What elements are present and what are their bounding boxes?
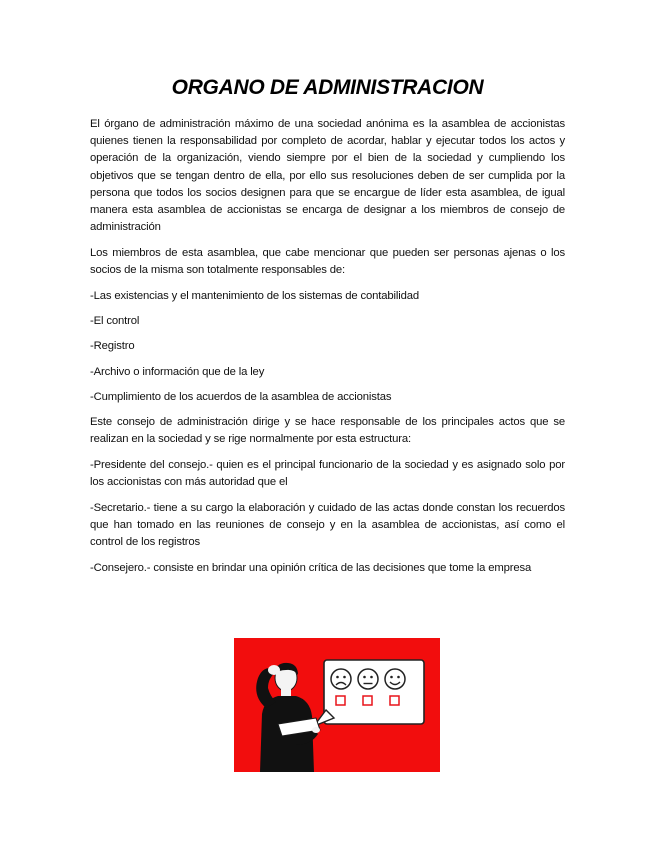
page-title: ORGANO DE ADMINISTRACION [171, 76, 484, 99]
list-item: -Archivo o información que de la ley [90, 365, 265, 378]
sad-face-icon [331, 669, 351, 689]
list-item: -Las existencias y el mantenimiento de los sistemas de contabilidad [90, 290, 420, 303]
role-secretary: -Secretario.- tiene a su cargo la elaboración y cuidado de las actas donde constan los recuerdos que han tomado en las reuniones de consejo y en la asamblea de accionistas, así como el control de los registros [90, 502, 565, 549]
neutral-face-icon [358, 669, 378, 689]
happy-face-icon [385, 669, 405, 689]
survey-person-icon [234, 638, 440, 772]
document-body [90, 116, 565, 586]
intro-paragraph: El órgano de administración máximo de una sociedad anónima es la asamblea de accionistas quienes tienen la responsabilidad por completo de acordar, hablar y ejecutar todos los actos y operación de la organización, viendo siempre por el bien de la sociedad y cumpliendo los objetivos que se tengan dentro de ella, por ello sus resoluciones deben de ser cumplida por la persona que todos los socios designen para que se encargue de líder esta asamblea, de igual manera esta asamblea de accionistas se encarga de designar a los miembros de consejo de administración [90, 118, 565, 234]
council-paragraph: Este consejo de administración dirige y se hace responsable de los principales actos que se realizan en la sociedad y se rige normalmente por esta estructura: [90, 416, 565, 446]
list-item: -El control [90, 315, 140, 328]
survey-person-illustration [234, 638, 440, 772]
person-icon [256, 663, 320, 772]
members-paragraph: Los miembros de esta asamblea, que cabe mencionar que pueden ser personas ajenas o los socios de la misma son totalmente responsables de: [90, 247, 565, 277]
list-item: -Cumplimiento de los acuerdos de la asamblea de accionistas [90, 390, 392, 403]
list-item: -Registro [90, 340, 135, 353]
role-counselor: -Consejero.- consiste en brindar una opinión crítica de las decisiones que tome la empresa [90, 562, 532, 575]
role-president: -Presidente del consejo.- quien es el principal funcionario de la sociedad y es asignado solo por los accionistas con más autoridad que el [90, 459, 565, 489]
